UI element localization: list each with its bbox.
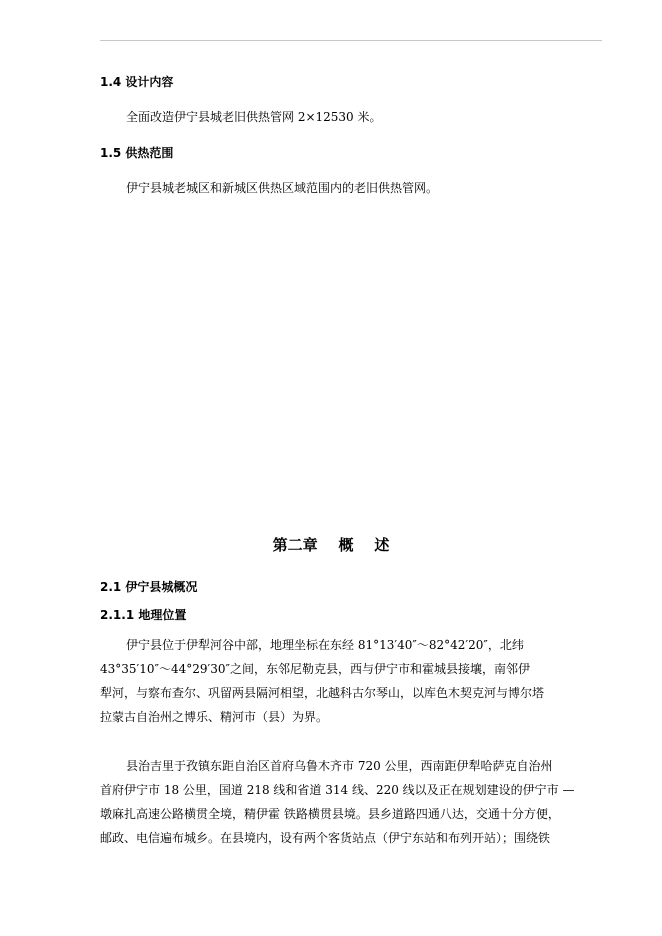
- paragraph-line: 伊宁县位于伊犁河谷中部，地理坐标在东经 81°13′40″～82°42′20″，北纬: [126, 638, 524, 652]
- page-header-rule: [100, 40, 602, 41]
- section-heading-2-1: 2.1 伊宁县城概况: [100, 580, 198, 594]
- section-heading-2-1-1: 2.1.1 地理位置: [100, 608, 187, 622]
- chapter-title: 第二章 概 述: [272, 536, 390, 554]
- section-heading-1-4: 1.4 设计内容: [100, 75, 174, 89]
- geography-paragraph-2: [100, 754, 602, 850]
- paragraph-line: 首府伊宁市 18 公里，国道 218 线和省道 314 线、220 线以及正在规划建设的伊宁市 —: [100, 783, 575, 797]
- section-1-5-text: 伊宁县城老城区和新城区供热区域范围内的老旧供热管网。: [126, 181, 439, 195]
- paragraph-line: 邮政、电信遍布城乡。在县境内，设有两个客货站点（伊宁东站和布列开站）；围绕铁: [100, 831, 551, 845]
- paragraph-line: 县治吉里于孜镇东距自治区首府乌鲁木齐市 720 公里，西南距伊犁哈萨克自治州: [126, 759, 553, 773]
- paragraph-line: 拉蒙古自治州之博乐、精河市（县）为界。: [100, 710, 329, 724]
- paragraph-line: 43°35′10″～44°29′30″之间，东邻尼勒克县，西与伊宁市和霍城县接壤，南邻伊: [100, 662, 531, 676]
- section-heading-1-5: 1.5 供热范围: [100, 146, 174, 160]
- paragraph-line: 墩麻扎高速公路横贯全境，精伊霍 铁路横贯县境。县乡道路四通八达，交通十分方便，: [100, 807, 560, 821]
- geography-paragraph-1: [100, 633, 602, 729]
- section-1-4-text: 全面改造伊宁县城老旧供热管网 2×12530 米。: [126, 110, 382, 124]
- paragraph-line: 犁河，与察布查尔、巩留两县隔河相望，北越科古尔琴山，以库色木契克河与博尔塔: [100, 686, 545, 700]
